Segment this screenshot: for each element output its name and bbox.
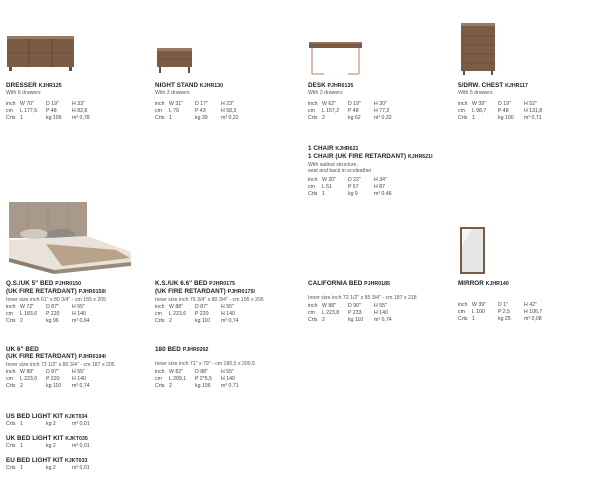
spec-table (6, 465, 102, 472)
bed-image (6, 200, 134, 276)
product-description: Inner size inch 71" x 79" - cm 180,5 x 200,5 (155, 361, 255, 368)
spec-row: inch W 70" D 19" H 33" (6, 101, 85, 107)
product-title: UK 6" BED (6, 346, 39, 353)
product-dresser (6, 82, 102, 121)
product-desk (308, 82, 404, 121)
spec-table (458, 101, 554, 121)
spec-row: Crts 1 kg 25 m³ 0,08 (458, 316, 542, 322)
product-uk-kit (6, 435, 102, 450)
product-uk-bed (6, 346, 115, 390)
spec-row: cm L 209,1 P 2*5,5 H 140 (155, 375, 235, 382)
product-title-variant: 1 CHAIR (UK FIRE RETARDANT) KJHR621I (308, 153, 433, 161)
spec-row: Crts 2 kg 106 m³ 0,71 (155, 382, 239, 389)
product-description: Inner size inch 73 1/2" x 80 3/4" - cm 187 x 205 (6, 361, 115, 368)
spec-table (6, 101, 102, 121)
spec-table (155, 304, 264, 324)
spec-row: inch W 62" D 19" H 30" (308, 101, 387, 107)
spec-table (155, 369, 255, 389)
night-stand-image (156, 47, 194, 75)
spec-row: Crts 1 kg 39 m³ 0,22 (155, 114, 239, 121)
spec-row: Crts 2 kg 110 m³ 0,74 (6, 383, 90, 389)
product-title: EU BED LIGHT KIT KJKT033 (6, 457, 88, 464)
product-title: K.S./UK 6.6" BED PJHR0175 (155, 280, 236, 287)
spec-row: Crts 1 kg 106 m³ 0,78 (6, 114, 90, 121)
spec-row: Crts 2 kg 110 m³ 0,74 (308, 316, 392, 323)
spec-table (308, 303, 417, 323)
product-chair (308, 145, 433, 197)
spec-row: Crts 1 kg 2 m³ 0,01 (6, 443, 90, 450)
product-night-stand (155, 82, 251, 121)
spec-row: cm L 51 P 57 H 87 (308, 183, 385, 190)
product-title-variant: (UK FIRE RETARDANT) PJHR0194I (6, 353, 106, 361)
product-description: With 2 drawers (155, 90, 190, 97)
spec-row: cm L 223,6 P 220 H 140 (6, 376, 86, 383)
spec-row: Crts 2 kg 110 m³ 0,74 (155, 318, 239, 324)
spec-row: Crts 2 kg 96 m³ 0,64 (6, 318, 90, 324)
desk-image (308, 40, 364, 76)
spec-table (6, 369, 115, 389)
product-description: Inner size inch 76 3/4" x 80 3/4" - cm 195 x 205 (155, 296, 264, 303)
product-description: With walnut structure, (308, 161, 358, 168)
product-title: UK BED LIGHT KIT KJKT035 (6, 435, 88, 442)
spec-row: cm L 157,2 P 48 H 77,3 (308, 107, 390, 114)
product-title: DRESSER KJHR125 (6, 82, 62, 89)
product-title: CALIFORNIA BED PJHR0185 (308, 280, 390, 287)
mirror-image (458, 226, 488, 276)
product-description: Inner size inch 61" x 80 3/4" - cm 155 x 205 (6, 296, 106, 303)
spec-row: cm L 98,7 P 48 H 131,8 (458, 107, 543, 114)
product-qs-bed (6, 280, 106, 325)
spec-table (6, 304, 106, 324)
spec-table (308, 101, 404, 121)
spec-table (458, 302, 554, 322)
spec-row: cm L 183,6 P 220 H 140 (6, 311, 86, 318)
product-california-bed (308, 280, 417, 323)
spec-row: inch W 31" D 17" H 23" (155, 101, 234, 107)
spec-table (6, 421, 102, 428)
product-title: 1 CHAIR KJHR621 (308, 145, 359, 152)
product-chest (458, 82, 554, 121)
product-title: 5/DRW. CHEST KJHR117 (458, 82, 528, 89)
product-title: NIGHT STAND KJHR130 (155, 82, 224, 89)
product-description: With 2 drawers (308, 90, 343, 97)
product-title: 180 BED PJHR0202 (155, 346, 209, 353)
spec-row: cm L 177,6 P 48 H 82,8 (6, 107, 88, 114)
product-title-variant: (UK FIRE RETARDANT) PJHR0175I (155, 288, 255, 296)
spec-table (6, 443, 102, 450)
product-title: MIRROR KJHR140 (458, 280, 509, 287)
spec-row: inch W 72" D 87" H 55" (6, 304, 85, 311)
spec-row: inch W 39" D 19" H 52" (458, 101, 537, 107)
spec-row: inch W 20" D 22" H 34" (308, 177, 387, 183)
product-us-kit (6, 413, 102, 428)
spec-row: inch W 88" D 87" H 55" (155, 304, 234, 311)
dresser-image (6, 34, 76, 72)
spec-table (308, 177, 433, 197)
product-description: With 5 drawers (458, 90, 493, 97)
spec-row: cm L 223,6 P 220 H 140 (155, 311, 235, 318)
product-description: Inner size inch 72 1/2" x 85 3/4" - cm 187 x 218 (308, 295, 417, 302)
spec-row: Crts 2 kg 62 m³ 0,32 (308, 114, 392, 121)
spec-row: inch W 82" D 88" H 55" (155, 369, 234, 375)
spec-row: Crts 1 kg 100 m³ 0,71 (458, 114, 542, 121)
spec-row: inch W 39" D 1" H 42" (458, 302, 537, 309)
spec-row: cm L 100 P 2,5 H 106,7 (458, 309, 543, 316)
spec-table (155, 101, 251, 121)
spec-row: inch W 88" D 87" H 55" (6, 369, 85, 376)
product-title: DESK PJHR0135 (308, 82, 354, 89)
product-title: Q.S./UK 5" BED PJHR0150 (6, 280, 82, 287)
product-description: seat and back in ecoleather (308, 168, 372, 175)
product-title-variant: (UK FIRE RETARDANT) PJHR0150I (6, 288, 106, 296)
product-title: US BED LIGHT KIT KJKT034 (6, 413, 88, 420)
product-eu-kit (6, 457, 102, 472)
spec-row: cm L 223,8 P 233 H 140 (308, 309, 388, 316)
spec-row: inch W 88" D 90" H 55" (308, 303, 387, 309)
spec-row: Crts 1 kg 2 m³ 0,01 (6, 421, 90, 428)
chest-image (459, 22, 499, 76)
product-description: With 6 drawers (6, 90, 41, 97)
product-mirror (458, 280, 554, 323)
spec-row: cm L 79 P 43 H 58,3 (155, 107, 237, 114)
spec-row: Crts 1 kg 9 m³ 0,46 (308, 190, 392, 197)
product-180-bed (155, 346, 255, 389)
spec-row: Crts 1 kg 2 m³ 0,01 (6, 465, 90, 472)
product-ks-bed (155, 280, 264, 325)
